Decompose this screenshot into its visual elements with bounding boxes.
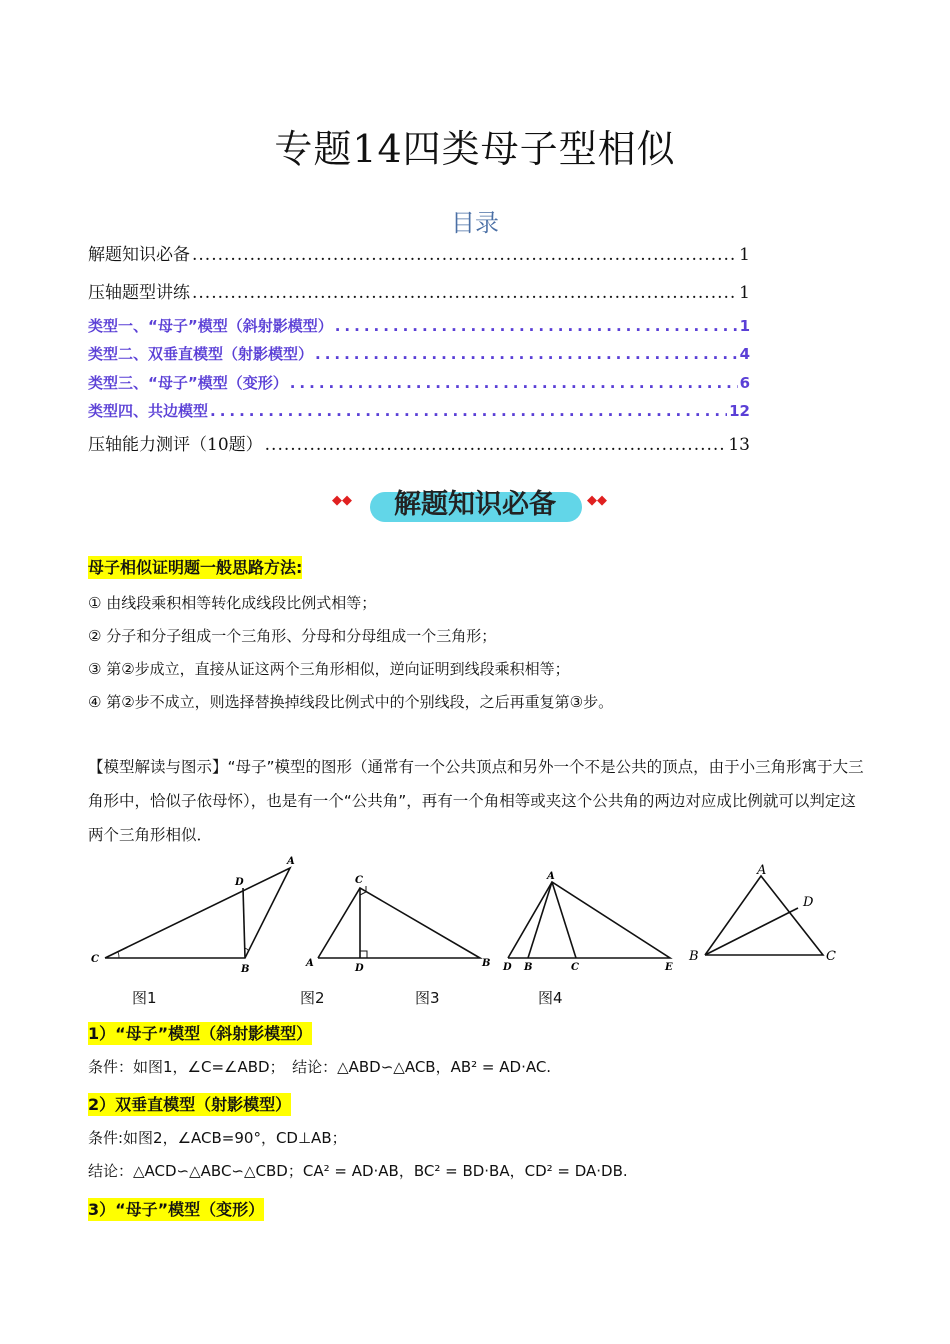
- vertex-label: D: [803, 895, 814, 910]
- vertex-label: E: [665, 962, 673, 973]
- toc-heading: 目录: [451, 209, 499, 237]
- section-banner: [330, 480, 620, 530]
- vertex-label: C: [355, 875, 363, 886]
- toc-item-page: 12: [729, 402, 750, 420]
- vertex-label: A: [306, 958, 314, 969]
- vertex-label: C: [571, 962, 579, 973]
- model-heading: 3）“母子”模型（变形）: [88, 1200, 265, 1219]
- toc-item[interactable]: [88, 240, 750, 265]
- toc-item-label: 类型二、双垂直模型（射影模型）: [88, 345, 314, 363]
- method-step: ④ 第②步不成立，则选择替换掉线段比例式中的个别线段，之后再重复第③步。: [88, 693, 614, 711]
- toc-item-page: 13: [728, 435, 750, 455]
- vertex-label: A: [547, 871, 555, 882]
- figure-3: [500, 868, 685, 976]
- model-heading: 1）“母子”模型（斜射影模型）: [88, 1024, 313, 1043]
- toc-item-page: 1: [739, 317, 750, 335]
- toc-sub-item[interactable]: [88, 372, 750, 393]
- diamond-icon: ◆◆: [587, 493, 607, 508]
- diamond-icon: ◆◆: [332, 493, 352, 508]
- method-step: ③ 第②步成立，直接从证这两个三角形相似，逆向证明到线段乘积相等；: [88, 660, 570, 678]
- toc-item-label: 类型一、“母子”模型（斜射影模型）: [88, 317, 333, 335]
- figure-4: [685, 858, 850, 973]
- method-step: ② 分子和分子组成一个三角形、分母和分母组成一个三角形；: [88, 627, 497, 645]
- vertex-label: A: [757, 863, 767, 878]
- model-text: 条件：如图1，∠C=∠ABD； 结论：△ABD∽△ACB，AB² = AD·AC.: [88, 1058, 552, 1076]
- vertex-label: B: [241, 964, 250, 975]
- vertex-label: C: [91, 954, 99, 965]
- toc-item[interactable]: [88, 430, 750, 455]
- toc-item-label: 类型三、“母子”模型（变形）: [88, 374, 288, 392]
- vertex-label: B: [482, 958, 491, 969]
- vertex-label: C: [826, 949, 836, 964]
- toc-sub-item[interactable]: [88, 343, 750, 364]
- model-text: 条件:如图2，∠ACB=90°，CD⊥AB；: [88, 1129, 347, 1147]
- model-heading: 2）双垂直模型（射影模型）: [88, 1095, 292, 1114]
- figure-2: [300, 870, 500, 975]
- vertex-label: A: [287, 856, 295, 867]
- toc-item-label: 压轴题型讲练: [88, 283, 190, 303]
- figure-caption: 图3: [415, 989, 440, 1007]
- method-heading: 母子相似证明题一般思路方法:: [88, 558, 303, 577]
- toc-item-page: 6: [739, 374, 750, 392]
- figure-1: [85, 850, 300, 975]
- toc-item-page: 1: [739, 283, 750, 303]
- model-text: 结论：△ACD∽△ABC∽△CBD；CA² = AD·AB，BC² = BD·BA，CD² = DA·DB.: [88, 1162, 628, 1180]
- vertex-label: D: [355, 963, 364, 974]
- toc-item-label: 解题知识必备: [88, 245, 190, 265]
- toc-item-page: 4: [739, 345, 750, 363]
- toc-item[interactable]: [88, 278, 750, 303]
- model-intro: 【模型解读与图示】“母子”模型的图形（通常有一个公共顶点和另外一个不是公共的顶点，由于小三角形寓于大三角形中，恰似子依母怀），也是有一个“公共角”，再有一个角相等或夹这个公共角的两边对应成比例就可以判定这两个三角形相似．: [88, 758, 864, 844]
- banner-title: 解题知识必备: [394, 489, 556, 520]
- figure-caption: 图4: [538, 989, 563, 1007]
- toc-sub-item[interactable]: [88, 400, 750, 421]
- toc-item-label: 压轴能力测评（10题）: [88, 435, 263, 455]
- vertex-label: B: [689, 949, 699, 964]
- toc-item-page: 1: [739, 245, 750, 265]
- vertex-label: B: [524, 962, 533, 973]
- method-step: ① 由线段乘积相等转化成线段比例式相等；: [88, 594, 377, 612]
- page-title: 专题14四类母子型相似: [274, 127, 676, 171]
- vertex-label: D: [503, 962, 512, 973]
- vertex-label: D: [235, 877, 244, 888]
- toc-sub-item[interactable]: [88, 315, 750, 336]
- toc-item-label: 类型四、共边模型: [88, 402, 209, 420]
- figure-caption: 图2: [300, 989, 325, 1007]
- figure-caption: 图1: [132, 989, 157, 1007]
